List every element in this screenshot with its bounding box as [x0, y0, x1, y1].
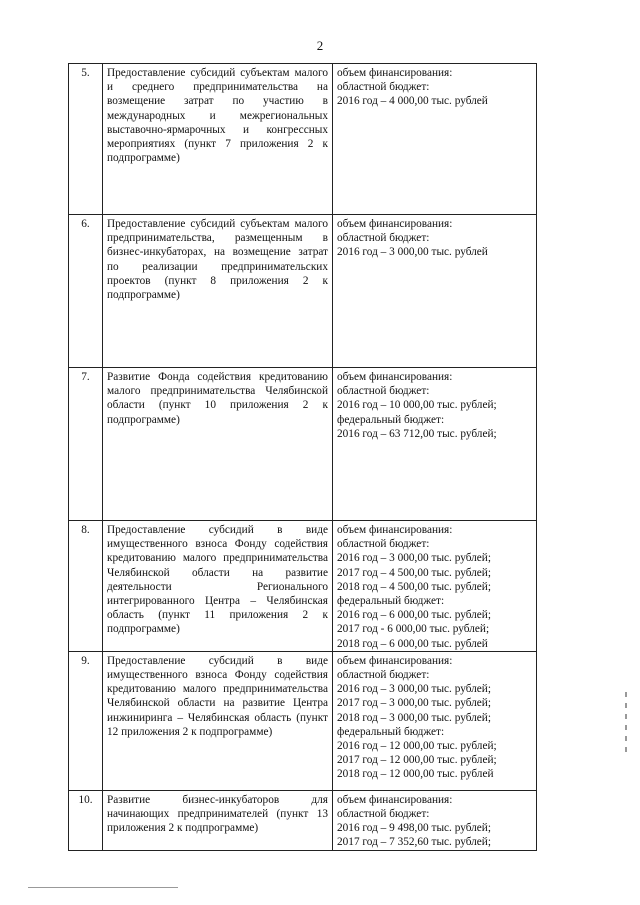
measures-table	[68, 63, 537, 851]
funding-line: 2017 год – 4 500,00 тыс. рублей;	[337, 566, 491, 579]
funding-line: 2018 год – 6 000,00 тыс. рублей	[337, 637, 488, 650]
row-number: 7.	[69, 368, 103, 521]
row-funding	[333, 790, 537, 850]
funding-line: 2016 год – 10 000,00 тыс. рублей;	[337, 399, 497, 412]
funding-line: областной бюджет:	[337, 81, 430, 94]
funding-line: 2018 год – 4 500,00 тыс. рублей;	[337, 580, 491, 593]
row-description: Предоставление субсидий в виде имущественного взноса Фонду содействия кредитованию малого предпринимательства Челябинской области на развитие деятельности Регионального интегрированного Центра – Челябинская область (пункт 11 приложения 2 к подпрограмме)	[103, 521, 333, 652]
row-description: Развитие Фонда содействия кредитованию малого предпринимательства Челябинской области (пункт 10 приложения 2 к подпрограмме)	[103, 368, 333, 521]
funding-line: объем финансирования:	[337, 793, 453, 806]
funding-line: областной бюджет:	[337, 538, 430, 551]
funding-line: 2017 год – 3 000,00 тыс. рублей;	[337, 697, 491, 710]
funding-line: федеральный бюджет:	[337, 725, 445, 738]
funding-line: 2016 год – 6 000,00 тыс. рублей;	[337, 609, 491, 622]
footer-rule	[28, 887, 178, 888]
funding-line: 2016 год – 12 000,00 тыс. рублей;	[337, 740, 497, 753]
funding-line: 2018 год – 3 000,00 тыс. рублей;	[337, 711, 491, 724]
table-row	[69, 215, 537, 368]
row-number: 6.	[69, 215, 103, 368]
funding-line: объем финансирования:	[337, 654, 453, 667]
funding-line: 2017 год – 7 352,60 тыс. рублей;	[337, 836, 491, 849]
row-funding	[333, 215, 537, 368]
funding-line: федеральный бюджет:	[337, 595, 445, 608]
row-description: Предоставление субсидий субъектам малого предпринимательства, размещенным в бизнес-инкубаторах, на возмещение затрат по реализации предпринимательских проектов (пункт 8 приложения 2 к подпрограмме)	[103, 215, 333, 368]
funding-line: областной бюджет:	[337, 808, 430, 821]
row-funding	[333, 64, 537, 215]
row-number: 10.	[69, 790, 103, 850]
funding-line: областной бюджет:	[337, 669, 430, 682]
funding-line: областной бюджет:	[337, 385, 430, 398]
funding-line: объем финансирования:	[337, 218, 453, 230]
funding-line: 2016 год – 3 000,00 тыс. рублей;	[337, 683, 491, 696]
page-number: 2	[316, 38, 324, 53]
table-row	[69, 368, 537, 521]
row-description: Предоставление субсидий в виде имущественного взноса Фонду содействия кредитованию малого предпринимательства Челябинской области на развитие Центра инжиниринга – Челябинская область (пункт 12 приложения 2 к подпрограмме)	[103, 651, 333, 790]
row-funding	[333, 651, 537, 790]
funding-line: объем финансирования:	[337, 524, 453, 536]
table-row	[69, 64, 537, 215]
row-funding	[333, 521, 537, 652]
funding-line: 2018 год – 12 000,00 тыс. рублей	[337, 768, 494, 781]
row-number: 9.	[69, 651, 103, 790]
funding-line: областной бюджет:	[337, 232, 430, 245]
table-row	[69, 790, 537, 850]
table-row	[69, 651, 537, 790]
funding-line: объем финансирования:	[337, 67, 453, 79]
funding-line: 2017 год - 6 000,00 тыс. рублей;	[337, 623, 490, 636]
row-funding	[333, 368, 537, 521]
funding-line: объем финансирования:	[337, 371, 453, 383]
row-number: 8.	[69, 521, 103, 652]
row-number: 5.	[69, 64, 103, 215]
funding-line: 2016 год – 3 000,00 тыс. рублей	[337, 246, 488, 259]
row-description: Предоставление субсидий субъектам малого и среднего предпринимательства на возмещение затрат по участию в международных и межрегиональных выставочно-ярмарочных и конгрессных мероприятиях (пункт 7 приложения 2 к подпрограмме)	[103, 64, 333, 215]
funding-line: 2016 год – 9 498,00 тыс. рублей;	[337, 822, 491, 835]
table-row	[69, 521, 537, 652]
scan-edge-mark	[623, 686, 629, 776]
row-description: Развитие бизнес-инкубаторов для начинающих предпринимателей (пункт 13 приложения 2 к подпрограмме)	[103, 790, 333, 850]
funding-line: 2017 год – 12 000,00 тыс. рублей;	[337, 754, 497, 767]
funding-line: федеральный бюджет:	[337, 413, 445, 426]
funding-line: 2016 год – 3 000,00 тыс. рублей;	[337, 552, 491, 565]
funding-line: 2016 год – 63 712,00 тыс. рублей;	[337, 427, 497, 440]
funding-line: 2016 год – 4 000,00 тыс. рублей	[337, 95, 488, 108]
